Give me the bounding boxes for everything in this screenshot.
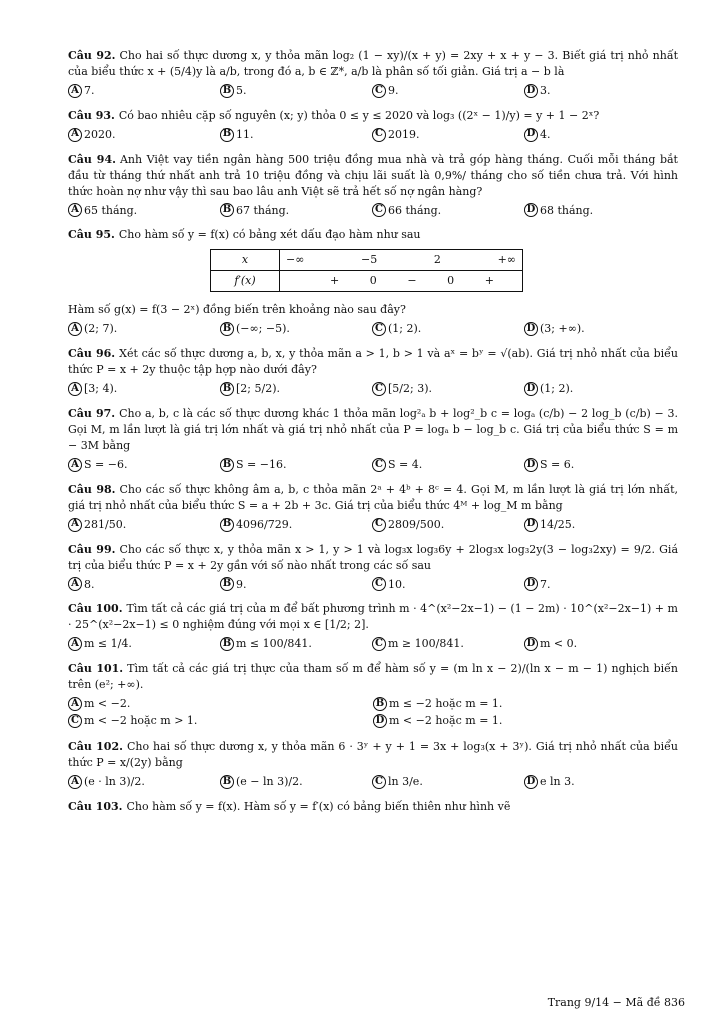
- answer-option[interactable]: [220, 577, 372, 593]
- x-value: −5: [361, 253, 378, 267]
- question-text: Cho hai số thực dương x, y thỏa mãn 6 · 3ʸ + y + 1 = 3x + log₃(x + 3ʸ). Giá trị nhỏ nhất của biểu thức P = x/(2y) bằng: [68, 740, 678, 769]
- option-text: 8.: [84, 577, 95, 591]
- question: [68, 406, 678, 473]
- option-letter: B: [373, 697, 387, 711]
- answer-option[interactable]: [524, 203, 676, 219]
- option-text: 2020.: [84, 127, 116, 141]
- answer-option[interactable]: [220, 83, 372, 99]
- option-text: m ≤ 1/4.: [84, 637, 132, 651]
- option-letter: B: [220, 637, 234, 651]
- question-number: Câu 100.: [68, 602, 123, 616]
- question: [68, 108, 678, 143]
- question-text: Cho các số thực x, y thỏa mãn x > 1, y > 1 và log₃x log₃6y + 2log₃x log₃2y(3 − log₃2xy) = 9/2. Giá trị của biểu thức P = x + 2y gần với số nào nhất trong các số sau: [68, 542, 678, 572]
- option-letter: A: [68, 637, 82, 651]
- answer-option[interactable]: [220, 127, 372, 143]
- option-letter: D: [524, 518, 538, 532]
- answer-options: [68, 517, 678, 533]
- answer-option[interactable]: [68, 517, 220, 533]
- question: [68, 152, 678, 219]
- answer-option[interactable]: [372, 517, 524, 533]
- question-text: Xét các số thực dương a, b, x, y thỏa mãn a > 1, b > 1 và aˣ = bʸ = √(ab). Giá trị nhỏ nhất của biểu thức P = x + 2y thuộc tập hợp nào dưới đây?: [68, 347, 678, 377]
- answer-option[interactable]: [68, 696, 373, 712]
- option-text: (1; 2).: [540, 382, 574, 396]
- option-letter: B: [220, 322, 234, 336]
- question-text: Cho hai số thực dương x, y thỏa mãn log₂ (1 − xy)/(x + y) = 2xy + x + y − 3. Biết giá trị nhỏ nhất của biểu thức x + (5/4)y là a/b, trong đó a, b ∈ ℤ*, a/b là phân số tối giản. Giá trị a − b là: [68, 49, 678, 78]
- sign-value: −: [407, 274, 417, 288]
- option-letter: D: [524, 322, 538, 336]
- question: [68, 661, 678, 730]
- answer-option[interactable]: [68, 127, 220, 143]
- option-letter: D: [373, 714, 387, 728]
- question: [68, 346, 678, 397]
- option-text: 3.: [540, 83, 551, 97]
- question-text: Cho các số thực không âm a, b, c thỏa mãn 2ᵃ + 4ᵇ + 8ᶜ = 4. Gọi M, m lần lượt là giá trị lớn nhất, giá trị nhỏ nhất của biểu thức S = a + 2b + 3c. Giá trị của biểu thức 4ᴹ + log_M m bằng: [68, 482, 678, 512]
- answer-option[interactable]: [524, 774, 676, 790]
- option-letter: A: [68, 382, 82, 396]
- option-text: 2809/500.: [388, 517, 445, 531]
- question-number: Câu 92.: [68, 49, 116, 62]
- answer-option[interactable]: [524, 457, 676, 473]
- option-text: [2; 5/2).: [236, 382, 280, 396]
- option-letter: C: [372, 518, 386, 532]
- answer-option[interactable]: [373, 696, 678, 712]
- option-text: 4096/729.: [236, 517, 293, 531]
- sign-value: +: [330, 274, 340, 288]
- sign-value: +: [484, 274, 494, 288]
- option-text: 2019.: [388, 127, 420, 141]
- option-letter: A: [68, 84, 82, 98]
- question-text: Tìm tất cả các giá trị thực của tham số m để hàm số y = (m ln x − 2)/(ln x − m − 1) nghịch biến trên (e²; +∞).: [68, 662, 678, 692]
- option-text: m ≤ −2 hoặc m = 1.: [389, 697, 503, 711]
- option-text: m ≤ 100/841.: [236, 637, 312, 651]
- answer-option[interactable]: [68, 457, 220, 473]
- option-text: 14/25.: [540, 517, 576, 531]
- answer-option[interactable]: [524, 127, 676, 143]
- x-value: +∞: [497, 253, 516, 267]
- question-text-2: Hàm số g(x) = f(3 − 2ˣ) đồng biến trên khoảng nào sau đây?: [68, 303, 406, 317]
- sign-table: [210, 249, 523, 292]
- option-letter: B: [220, 577, 234, 591]
- sign-value: 0: [369, 274, 377, 288]
- question-number: Câu 102.: [68, 740, 123, 753]
- option-text: 67 tháng.: [236, 203, 290, 217]
- option-text: 4.: [540, 127, 551, 141]
- answer-option[interactable]: [220, 203, 372, 219]
- option-letter: A: [68, 697, 82, 711]
- answer-option[interactable]: [372, 381, 524, 397]
- option-letter: C: [372, 458, 386, 472]
- answer-option[interactable]: [68, 381, 220, 397]
- option-text: (1; 2).: [388, 322, 422, 336]
- option-letter: A: [68, 775, 82, 789]
- answer-option[interactable]: [220, 321, 372, 337]
- option-letter: C: [372, 637, 386, 651]
- option-text: 65 tháng.: [84, 203, 138, 217]
- option-text: ln 3/e.: [388, 774, 423, 788]
- option-letter: C: [372, 322, 386, 336]
- option-letter: B: [220, 203, 234, 217]
- answer-option[interactable]: [220, 381, 372, 397]
- answer-options: [68, 636, 678, 652]
- answer-option[interactable]: [524, 517, 676, 533]
- x-row: [280, 250, 523, 271]
- option-text: m < −2 hoặc m > 1.: [84, 714, 198, 728]
- answer-option[interactable]: [372, 457, 524, 473]
- question-number: Câu 99.: [68, 542, 116, 556]
- option-text: e ln 3.: [540, 774, 575, 788]
- question: [68, 48, 678, 99]
- question-text: Cho a, b, c là các số thực dương khác 1 thỏa mãn log²ₐ b + log²_b c = logₐ (c/b) − 2 log_b (c/b) − 3. Gọi M, m lần lượt là giá trị lớn nhất và giá trị nhỏ nhất của P = logₐ b − log_b c. Giá trị của biểu thức S = m − 3M bằng: [68, 407, 678, 452]
- question-number: Câu 96.: [68, 347, 116, 361]
- answer-options: [68, 577, 678, 593]
- option-letter: D: [524, 775, 538, 789]
- option-letter: B: [220, 128, 234, 142]
- option-letter: A: [68, 458, 82, 472]
- option-letter: A: [68, 128, 82, 142]
- answer-options: [68, 696, 678, 730]
- option-letter: C: [68, 714, 82, 728]
- question-number: Câu 94.: [68, 152, 116, 166]
- answer-option[interactable]: [372, 83, 524, 99]
- page-footer: Trang 9/14 − Mã đề 836: [547, 996, 685, 1009]
- option-letter: B: [220, 382, 234, 396]
- option-text: 7.: [540, 577, 551, 591]
- answer-option[interactable]: [220, 774, 372, 790]
- question: [68, 799, 678, 815]
- option-text: S = 6.: [540, 457, 575, 471]
- option-text: [5/2; 3).: [388, 382, 432, 396]
- answer-option[interactable]: [373, 713, 678, 729]
- answer-option[interactable]: [68, 577, 220, 593]
- answer-option[interactable]: [372, 774, 524, 790]
- option-text: 10.: [388, 577, 406, 591]
- question-text: Cho hàm số y = f(x). Hàm số y = f′(x) có bảng biến thiên như hình vẽ: [126, 799, 511, 813]
- answer-option[interactable]: [68, 636, 220, 652]
- option-text: (e − ln 3)/2.: [236, 774, 303, 788]
- answer-option[interactable]: [372, 636, 524, 652]
- answer-option[interactable]: [372, 577, 524, 593]
- question-text: Anh Việt vay tiền ngân hàng 500 triệu đồng mua nhà và trả góp hàng tháng. Cuối mỗi tháng bắt đầu từ tháng thứ nhất anh trả 10 triệu đồng và chịu lãi suất là 0,9%/ tháng cho số tiền chưa trả. Với hình thức hoàn nợ như vậy thì sau bao lâu anh Việt sẽ trả hết số nợ ngân hàng?: [68, 152, 678, 198]
- option-letter: A: [68, 322, 82, 336]
- answer-options: [68, 381, 678, 397]
- option-letter: B: [220, 84, 234, 98]
- question-number: Câu 101.: [68, 662, 124, 676]
- option-text: 7.: [84, 83, 95, 97]
- option-letter: B: [220, 775, 234, 789]
- answer-options: [68, 203, 678, 219]
- table-header-x: x: [211, 250, 280, 271]
- option-text: S = −16.: [236, 457, 287, 471]
- option-letter: C: [372, 203, 386, 217]
- option-letter: C: [372, 84, 386, 98]
- option-text: 281/50.: [84, 517, 127, 531]
- question: [68, 482, 678, 533]
- answer-option[interactable]: [68, 713, 373, 729]
- option-text: 5.: [236, 83, 247, 97]
- question-text: Có bao nhiêu cặp số nguyên (x; y) thỏa 0 ≤ y ≤ 2020 và log₃ ((2ˣ − 1)/y) = y + 1 − 2ˣ?: [118, 108, 600, 122]
- answer-option[interactable]: [372, 321, 524, 337]
- option-letter: C: [372, 775, 386, 789]
- sign-row: [280, 271, 523, 292]
- question-number: Câu 95.: [68, 228, 115, 242]
- answer-option[interactable]: [220, 517, 372, 533]
- question-text: Tìm tất cả các giá trị của m để bất phương trình m · 4^(x²−2x−1) − (1 − 2m) · 10^(x²−2x−1) + m · 25^(x²−2x−1) ≤ 0 nghiệm đúng với mọi x ∈ [1/2; 2].: [68, 602, 678, 632]
- option-letter: A: [68, 518, 82, 532]
- option-letter: D: [524, 128, 538, 142]
- x-value: 2: [433, 253, 441, 267]
- option-letter: B: [220, 518, 234, 532]
- answer-options: [68, 774, 678, 790]
- answer-option[interactable]: [524, 321, 676, 337]
- sign-value: 0: [447, 274, 455, 288]
- answer-options: [68, 457, 678, 473]
- answer-option[interactable]: [220, 457, 372, 473]
- option-text: m < −2.: [84, 697, 131, 711]
- option-text: [3; 4).: [84, 382, 118, 396]
- option-letter: D: [524, 458, 538, 472]
- option-text: 66 tháng.: [388, 203, 442, 217]
- option-letter: D: [524, 203, 538, 217]
- option-letter: C: [372, 382, 386, 396]
- option-text: m < −2 hoặc m = 1.: [389, 714, 503, 728]
- option-text: S = −6.: [84, 457, 128, 471]
- question: [68, 601, 678, 652]
- question: [68, 227, 678, 337]
- answer-option[interactable]: [524, 83, 676, 99]
- option-text: 9.: [388, 83, 399, 97]
- option-text: (−∞; −5).: [236, 322, 290, 336]
- question-number: Câu 98.: [68, 482, 116, 496]
- option-text: 11.: [236, 127, 254, 141]
- answer-option[interactable]: [68, 774, 220, 790]
- option-text: (e · ln 3)/2.: [84, 774, 145, 788]
- question: [68, 739, 678, 790]
- option-text: m ≥ 100/841.: [388, 637, 464, 651]
- answer-option[interactable]: [524, 577, 676, 593]
- answer-option[interactable]: [372, 127, 524, 143]
- answer-option[interactable]: [68, 321, 220, 337]
- option-letter: B: [220, 458, 234, 472]
- exam-page: [68, 48, 678, 824]
- answer-option[interactable]: [220, 636, 372, 652]
- option-text: 68 tháng.: [540, 203, 594, 217]
- option-text: 9.: [236, 577, 247, 591]
- option-letter: D: [524, 577, 538, 591]
- option-text: S = 4.: [388, 457, 423, 471]
- option-letter: D: [524, 637, 538, 651]
- answer-option[interactable]: [524, 381, 676, 397]
- answer-options: [68, 127, 678, 143]
- option-text: (3; +∞).: [540, 322, 585, 336]
- question: [68, 542, 678, 593]
- option-letter: A: [68, 203, 82, 217]
- option-letter: A: [68, 577, 82, 591]
- question-number: Câu 97.: [68, 407, 116, 421]
- answer-option[interactable]: [524, 636, 676, 652]
- x-value: −∞: [286, 253, 305, 267]
- question-number: Câu 93.: [68, 108, 115, 122]
- question-number: Câu 103.: [68, 799, 123, 813]
- table-header-fprime: f′(x): [211, 271, 280, 292]
- option-letter: C: [372, 577, 386, 591]
- option-text: (2; 7).: [84, 322, 118, 336]
- answer-options: [68, 83, 678, 99]
- answer-option[interactable]: [68, 203, 220, 219]
- answer-options: [68, 321, 678, 337]
- answer-option[interactable]: [372, 203, 524, 219]
- option-letter: D: [524, 382, 538, 396]
- option-text: m < 0.: [540, 637, 578, 651]
- option-letter: D: [524, 84, 538, 98]
- question-text: Cho hàm số y = f(x) có bảng xét dấu đạo hàm như sau: [118, 228, 421, 242]
- answer-option[interactable]: [68, 83, 220, 99]
- option-letter: C: [372, 128, 386, 142]
